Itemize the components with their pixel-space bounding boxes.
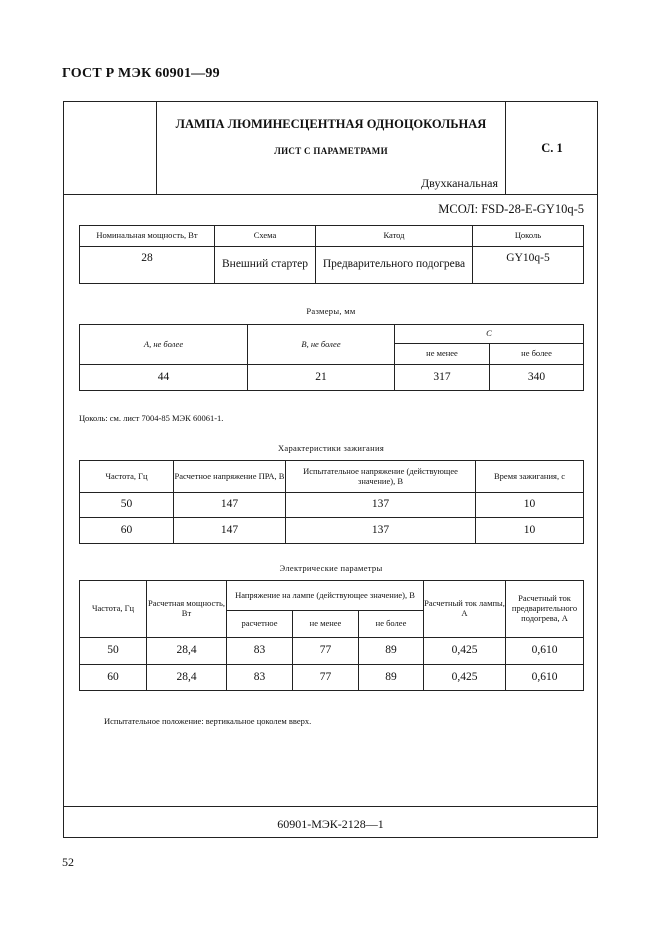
variant-label: Двухканальная	[421, 176, 498, 190]
value-dim-c-min: 317	[395, 365, 490, 391]
electrical-caption: Электрические параметры	[279, 563, 383, 573]
cell: 60	[80, 518, 174, 544]
dimensions-table	[79, 324, 584, 391]
dimensions-caption: Размеры, мм	[306, 306, 356, 316]
cell: 77	[293, 665, 359, 691]
cell: 89	[359, 638, 424, 665]
header-el-power: Расчетная мощность, Вт	[147, 581, 227, 638]
cell: 50	[80, 638, 147, 665]
electrical-table	[79, 580, 584, 691]
header-el-v-max: не более	[359, 611, 424, 638]
header-dim-c-min: не менее	[395, 344, 490, 365]
cell: 28,4	[147, 638, 227, 665]
cell: 83	[227, 665, 293, 691]
header-ign-frequency: Частота, Гц	[80, 461, 174, 493]
table-row	[80, 518, 584, 544]
cell: 0,425	[424, 638, 506, 665]
cell: 83	[227, 638, 293, 665]
header-base: Цоколь	[473, 226, 584, 247]
table-row	[80, 493, 584, 518]
cell: 50	[80, 493, 174, 518]
ignition-caption: Характеристики зажигания	[277, 443, 385, 453]
header-cathode: Катод	[316, 226, 473, 247]
document-title: ЛАМПА ЛЮМИНЕСЦЕНТНАЯ ОДНОЦОКОЛЬНАЯ	[175, 117, 487, 131]
header-divider	[63, 194, 598, 195]
header-dim-c: C	[395, 325, 584, 344]
standard-designation: ГОСТ Р МЭК 60901—99	[62, 66, 220, 81]
header-el-current: Расчетный ток лампы, А	[424, 581, 506, 638]
value-dim-c-max: 340	[490, 365, 584, 391]
document-subtitle: ЛИСТ С ПАРАМЕТРАМИ	[274, 146, 388, 156]
value-scheme: Внешний стартер	[215, 247, 316, 284]
cell: 137	[286, 493, 476, 518]
header-ign-ballast-voltage: Расчетное напряжение ПРА, В	[174, 461, 286, 493]
header-dim-a: A, не более	[80, 325, 248, 365]
footer-code: 60901-МЭК-2128—1	[277, 817, 384, 831]
header-dim-c-max: не более	[490, 344, 584, 365]
cell: 137	[286, 518, 476, 544]
value-cathode: Предварительного подогрева	[316, 247, 473, 284]
header-el-frequency: Частота, Гц	[80, 581, 147, 638]
cell: 28,4	[147, 665, 227, 691]
cell: 77	[293, 638, 359, 665]
sheet-number: С. 1	[541, 141, 563, 155]
value-power: 28	[80, 247, 215, 284]
header-dim-b: B, не более	[248, 325, 395, 365]
cell: 0,610	[506, 665, 584, 691]
table-row	[80, 665, 584, 691]
cell: 10	[476, 493, 584, 518]
cell: 10	[476, 518, 584, 544]
ignition-table	[79, 460, 584, 544]
base-note: Цоколь: см. лист 7004-85 МЭК 60061-1.	[79, 413, 224, 423]
cell: 147	[174, 493, 286, 518]
header-el-v-rated: расчетное	[227, 611, 293, 638]
header-ign-test-voltage: Испытательное напряжение (действующее значение), В	[286, 461, 476, 493]
header-el-voltage: Напряжение на лампе (действующее значение), В	[227, 581, 424, 611]
cell: 147	[174, 518, 286, 544]
cell: 0,425	[424, 665, 506, 691]
table-row	[80, 638, 584, 665]
page-number: 52	[62, 855, 74, 869]
header-ign-time: Время зажигания, с	[476, 461, 584, 493]
cell: 89	[359, 665, 424, 691]
value-dim-b: 21	[248, 365, 395, 391]
lamp-code: МСОЛ: FSD-28-E-GY10q-5	[438, 202, 584, 216]
header-scheme: Схема	[215, 226, 316, 247]
footer-divider	[63, 806, 598, 807]
cell: 60	[80, 665, 147, 691]
main-parameters-table	[79, 225, 584, 284]
cell: 0,610	[506, 638, 584, 665]
value-dim-a: 44	[80, 365, 248, 391]
value-base: GY10q-5	[473, 247, 584, 284]
header-el-preheat: Расчетный ток предварительного подогрева, А	[506, 581, 584, 638]
header-power: Номинальная мощность, Вт	[80, 226, 215, 247]
test-position-note: Испытательное положение: вертикальное цоколем вверх.	[104, 716, 312, 726]
header-el-v-min: не менее	[293, 611, 359, 638]
